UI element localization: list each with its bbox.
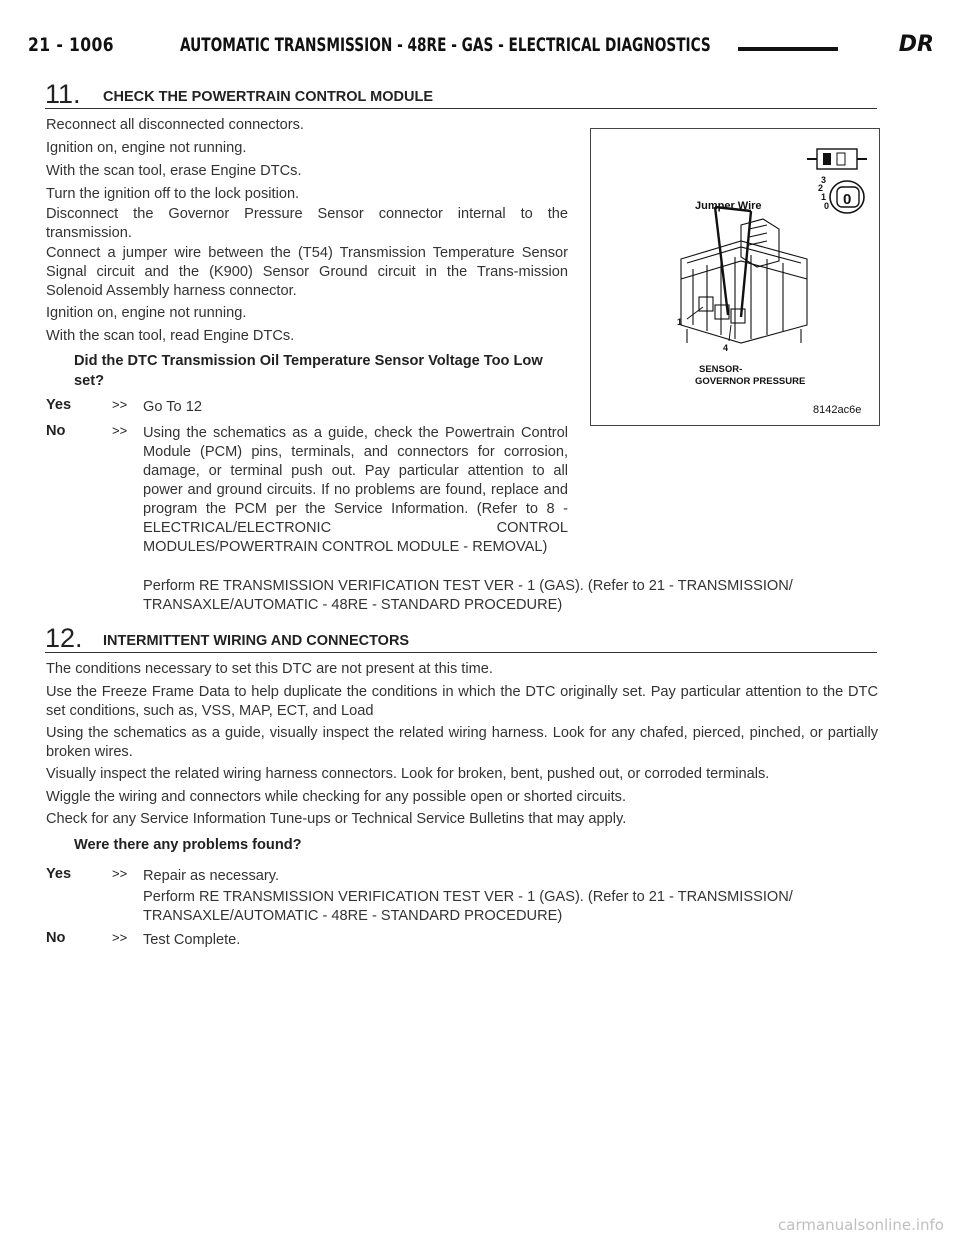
pin-legend-label: 0 <box>824 201 830 211</box>
figure-caption: GOVERNOR PRESSURE <box>695 376 806 387</box>
pin-legend-icon <box>818 175 864 213</box>
figure-caption: SENSOR- <box>699 364 743 375</box>
yes-label: Yes <box>46 866 72 882</box>
instruction: Reconnect all disconnected connectors. <box>46 117 304 133</box>
step-title: CHECK THE POWERTRAIN CONTROL MODULE <box>103 89 434 105</box>
connector-icon <box>807 149 867 169</box>
instruction: Disconnect the Governor Pressure Sensor connector internal to the transmission. <box>46 206 568 241</box>
instruction: With the scan tool, erase Engine DTCs. <box>46 163 302 179</box>
watermark: carmanualsonline.info <box>778 1216 944 1234</box>
pin-callout: 4 <box>723 343 729 353</box>
yes-followup: Perform RE TRANSMISSION VERIFICATION TEST VER - 1 (GAS). (Refer to 21 - TRANSMISSION/ TRANSAXLE/AUTOMATIC - 48RE - STANDARD PROCEDURE) <box>143 889 793 924</box>
no-answer: Test Complete. <box>143 932 241 948</box>
instruction: Ignition on, engine not running. <box>46 305 247 321</box>
step-12-heading <box>45 623 877 653</box>
connector-mark: 0 <box>843 191 852 208</box>
step-11-heading <box>45 79 877 109</box>
yes-answer: Repair as necessary. <box>143 868 279 884</box>
paragraph: The conditions necessary to set this DTC are not present at this time. <box>46 661 493 677</box>
diagnostic-question: Did the DTC Transmission Oil Temperature Sensor Voltage Too Low set? <box>74 353 543 389</box>
figure-id: 8142ac6e <box>813 404 862 416</box>
pin-callout: 1 <box>677 317 683 327</box>
instruction: Ignition on, engine not running. <box>46 140 247 156</box>
arrow-marker: >> <box>112 397 128 412</box>
pin-legend-label: 2 <box>818 183 824 193</box>
no-followup: Perform RE TRANSMISSION VERIFICATION TEST VER - 1 (GAS). (Refer to 21 - TRANSMISSION/ TRANSAXLE/AUTOMATIC - 48RE - STANDARD PROCEDURE) <box>143 578 793 613</box>
paragraph: Using the schematics as a guide, visually inspect the related wiring harness. Look for any chafed, pierced, pinched, or partially broken wires. <box>46 725 878 760</box>
yes-answer: Go To 12 <box>143 399 202 415</box>
arrow-marker: >> <box>112 930 128 945</box>
connector-illustration <box>591 129 879 425</box>
instruction: Connect a jumper wire between the (T54) Transmission Temperature Sensor Signal circuit and the (K900) Sensor Ground circuit in the Trans-mission Solenoid Assembly harness connector. <box>46 245 568 299</box>
step-title: INTERMITTENT WIRING AND CONNECTORS <box>103 633 410 649</box>
instruction: With the scan tool, read Engine DTCs. <box>46 328 295 344</box>
diagnostic-question: Were there any problems found? <box>74 837 302 853</box>
no-answer: Using the schematics as a guide, check the Powertrain Control Module (PCM) pins, terminals, and connectors for corrosion, damage, or terminal push out. Pay particular attention to all power and ground circuits. If no problems are found, replace and program the PCM per the Service Information. (Refer to 8 - ELECTRICAL/ELECTRONIC CONTROL MODULES/POWERTRAIN CONTROL MODULE - REMOVAL) <box>143 425 568 555</box>
step-number: 12. <box>45 623 83 653</box>
page-header <box>28 30 934 66</box>
governor-pressure-sensor-figure <box>590 128 880 426</box>
no-label: No <box>46 930 66 946</box>
jumper-wire-label: Jumper Wire <box>695 200 762 212</box>
header-rule <box>738 47 838 51</box>
paragraph: Visually inspect the related wiring harness connectors. Look for broken, bent, pushed out, or corroded terminals. <box>46 766 770 782</box>
model-code: DR <box>898 32 934 57</box>
paragraph: Check for any Service Information Tune-ups or Technical Service Bulletins that may apply. <box>46 811 627 827</box>
pin-legend-label: 3 <box>821 175 827 185</box>
no-label: No <box>46 423 66 439</box>
yes-label: Yes <box>46 397 72 413</box>
paragraph: Wiggle the wiring and connectors while checking for any possible open or shorted circuits. <box>46 789 626 805</box>
paragraph: Use the Freeze Frame Data to help duplicate the conditions in which the DTC originally set. Pay particular attention to the DTC set conditions, such as, VSS, MAP, ECT, and Load <box>46 684 878 719</box>
step-number: 11. <box>45 79 81 109</box>
arrow-marker: >> <box>112 866 128 881</box>
page-number: 21 - 1006 <box>28 34 115 56</box>
arrow-marker: >> <box>112 423 128 438</box>
instruction: Turn the ignition off to the lock position. <box>46 186 300 202</box>
pin-legend-label: 1 <box>821 192 827 202</box>
section-title: AUTOMATIC TRANSMISSION - 48RE - GAS - ELECTRICAL DIAGNOSTICS <box>180 34 711 56</box>
